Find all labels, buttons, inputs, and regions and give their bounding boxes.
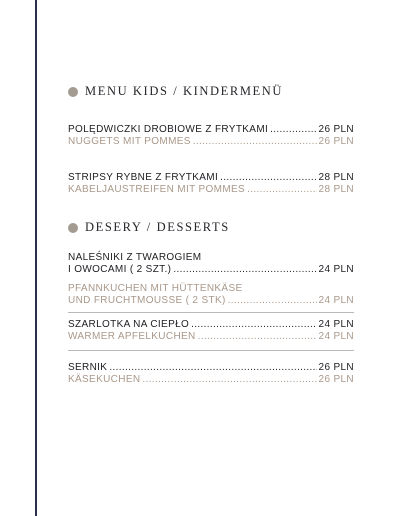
item-price: 26 PLN xyxy=(318,374,354,385)
menu-item xyxy=(68,362,354,386)
dot-leader xyxy=(220,172,316,184)
item-name-german: WARMER APFELKUCHEN xyxy=(68,331,196,342)
item-polish-line xyxy=(68,362,354,374)
item-name-german: UND FRUCHTMOUSSE ( 2 STK) xyxy=(68,295,226,306)
item-name-german: KÄSEKUCHEN xyxy=(68,374,141,385)
item-polish-line xyxy=(68,319,354,331)
page-margin-rule xyxy=(35,0,37,516)
item-polish-line xyxy=(68,264,354,276)
item-name-polish: I OWOCAMI ( 2 SZT.) xyxy=(68,264,172,275)
dot-leader xyxy=(173,264,316,276)
item-polish-line xyxy=(68,124,354,136)
item-name-german: NUGGETS MIT POMMES xyxy=(68,136,191,147)
bullet-icon xyxy=(68,87,78,97)
dot-leader xyxy=(142,374,316,386)
item-german-line xyxy=(68,136,354,148)
item-name-polish: SZARLOTKA NA CIEPŁO xyxy=(68,319,190,330)
item-price: 24 PLN xyxy=(318,264,354,275)
item-price: 24 PLN xyxy=(318,295,354,306)
item-name-polish-line1: NALEŚNIKI Z TWAROGIEM xyxy=(68,252,202,263)
item-german-line xyxy=(68,295,354,307)
menu-item xyxy=(68,252,354,307)
item-price: 28 PLN xyxy=(318,184,354,195)
item-price: 24 PLN xyxy=(318,319,354,330)
section-title: MENU KIDS / KINDERMENÜ xyxy=(85,84,284,98)
item-price: 26 PLN xyxy=(318,362,354,373)
item-price: 28 PLN xyxy=(318,172,354,183)
dot-leader xyxy=(191,319,316,331)
menu-item xyxy=(68,319,354,343)
dot-leader xyxy=(270,124,316,136)
item-price: 24 PLN xyxy=(318,331,354,342)
item-name-polish: POLĘDWICZKI DROBIOWE Z FRYTKAMI xyxy=(68,124,269,135)
dot-leader xyxy=(228,295,317,307)
section-heading-desserts xyxy=(68,220,230,235)
bullet-icon xyxy=(68,223,78,233)
section-divider xyxy=(68,312,354,313)
item-german-line xyxy=(68,331,354,343)
menu-item xyxy=(68,172,354,196)
item-name-german: KABELJAUSTREIFEN MIT POMMES xyxy=(68,184,246,195)
item-name-german-line1: PFANNKUCHEN MIT HÜTTENKÄSE xyxy=(68,283,243,294)
item-german-line xyxy=(68,374,354,386)
dot-leader xyxy=(193,136,317,148)
item-price: 26 PLN xyxy=(318,136,354,147)
item-german-line xyxy=(68,184,354,196)
menu-item xyxy=(68,124,354,148)
section-divider xyxy=(68,350,354,351)
dot-leader xyxy=(109,362,316,374)
dot-leader xyxy=(247,184,316,196)
item-name-polish: SERNIK xyxy=(68,362,108,373)
dot-leader xyxy=(198,331,317,343)
item-name-polish: STRIPSY RYBNE Z FRYTKAMI xyxy=(68,172,219,183)
section-title: DESERY / DESSERTS xyxy=(85,220,230,234)
section-heading-kids xyxy=(68,84,283,99)
item-price: 26 PLN xyxy=(318,124,354,135)
item-polish-line xyxy=(68,172,354,184)
